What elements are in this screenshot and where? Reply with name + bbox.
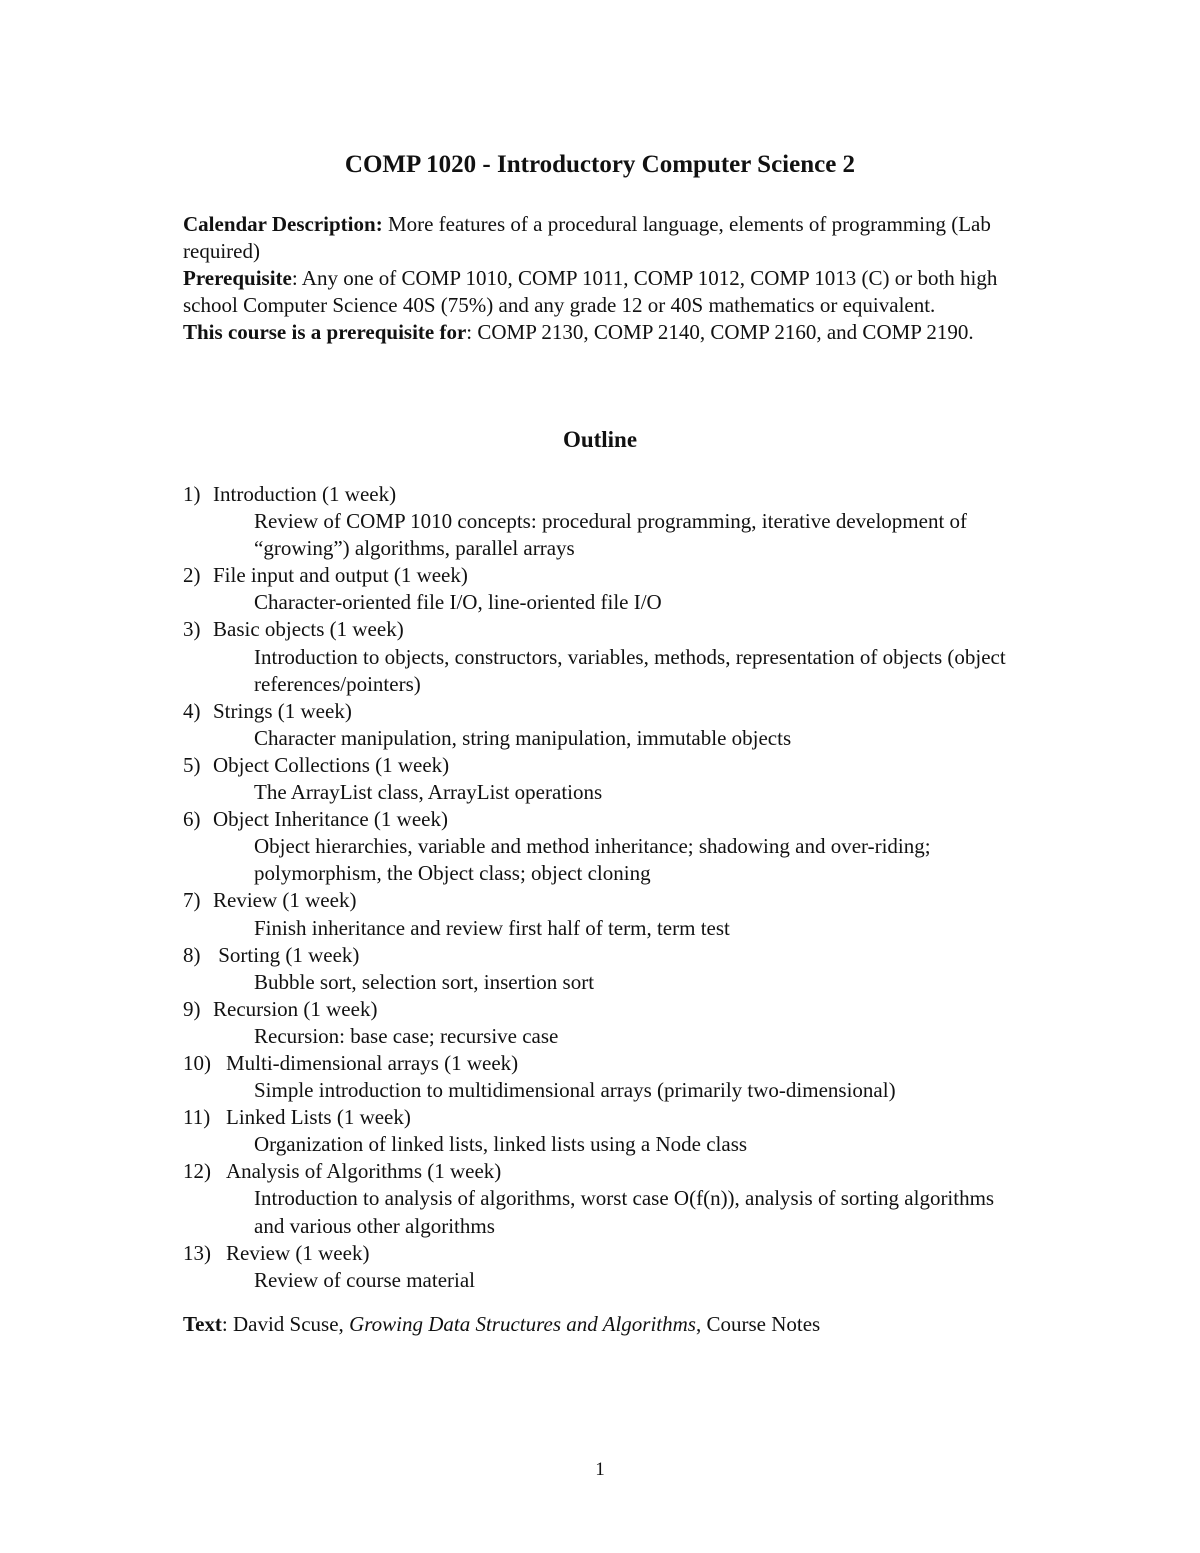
outline-item-topic: File input and output (1 week): [213, 563, 468, 588]
textbook-reference: [183, 1311, 1028, 1338]
outline-item: [183, 1240, 1028, 1294]
outline-item-topic: Object Collections (1 week): [213, 752, 450, 777]
outline-item: [183, 616, 1028, 697]
course-description: [183, 211, 1028, 346]
outline-item-number: 4): [183, 698, 201, 723]
outline-item: [183, 1158, 1028, 1239]
outline-item: [183, 1050, 1028, 1104]
prerequisite-label: Prerequisite: [183, 266, 292, 290]
outline-item-number: 8): [183, 942, 201, 967]
outline-item-topic: Introduction (1 week): [213, 482, 397, 506]
outline-item-detail: Introduction to objects, constructors, variables, methods, representation of objects (object references/pointers): [254, 644, 1006, 696]
outline-item: [183, 996, 1028, 1050]
outline-item-topic: Review (1 week): [213, 888, 357, 913]
textbook-suffix: , Course Notes: [695, 1312, 821, 1336]
prerequisite-for-label: This course is a prerequisite for: [183, 320, 467, 344]
outline-item-detail: Character-oriented file I/O, line-oriented file I/O: [254, 590, 662, 615]
outline-item-detail: Object hierarchies, variable and method inheritance; shadowing and over-riding; polymorphism, the Object class; object cloning: [254, 834, 931, 886]
outline-item-number: 11): [183, 1105, 211, 1130]
textbook-author: : David Scuse,: [221, 1312, 350, 1336]
page-number: 1: [595, 1459, 605, 1480]
textbook-label: Text: [183, 1312, 222, 1336]
outline-item-number: 10): [183, 1050, 211, 1075]
outline-item-detail: Character manipulation, string manipulation, immutable objects: [254, 725, 792, 750]
outline-item-topic: Linked Lists (1 week): [226, 1105, 411, 1130]
outline-heading: Outline: [562, 427, 638, 452]
prerequisite-text: : Any one of COMP 1010, COMP 1011, COMP 1012, COMP 1013 (C) or both high school Computer Science 40S (75%) and any grade 12 or 40S mathematics or equivalent.: [183, 266, 998, 317]
textbook-title: Growing Data Structures and Algorithms: [349, 1312, 696, 1336]
outline-item-number: 2): [183, 563, 201, 588]
outline-item-topic: Review (1 week): [226, 1240, 370, 1265]
outline-item-number: 6): [183, 807, 201, 832]
outline-item-detail: Recursion: base case; recursive case: [254, 1023, 559, 1048]
outline-item-topic: Recursion (1 week): [213, 996, 378, 1021]
outline-list: [183, 481, 1028, 1294]
outline-item-detail: Review of course material: [254, 1267, 475, 1292]
outline-item: [183, 481, 1028, 562]
outline-item-topic: Object Inheritance (1 week): [213, 807, 448, 832]
outline-item: [183, 806, 1028, 887]
outline-item: [183, 752, 1028, 806]
outline-item: [183, 562, 1028, 616]
outline-item-number: 12): [183, 1159, 211, 1184]
outline-item: [183, 698, 1028, 752]
prerequisite-for-text: : COMP 2130, COMP 2140, COMP 2160, and COMP 2190.: [466, 320, 974, 344]
outline-item-topic: Sorting (1 week): [213, 942, 360, 967]
prerequisite-for: [183, 319, 1028, 346]
outline-item-detail: Bubble sort, selection sort, insertion sort: [254, 969, 595, 994]
outline-item-topic: Strings (1 week): [213, 698, 352, 723]
outline-item-number: 3): [183, 617, 201, 642]
outline-item-number: 1): [183, 482, 201, 506]
prerequisite: [183, 265, 1028, 319]
outline-item: [183, 942, 1028, 996]
outline-item: [183, 887, 1028, 941]
outline-item-number: 7): [183, 888, 201, 913]
outline-item: [183, 1104, 1028, 1158]
outline-item-detail: Finish inheritance and review first half of term, term test: [254, 915, 730, 940]
outline-item-topic: Multi-dimensional arrays (1 week): [226, 1050, 519, 1075]
outline-item-detail: Introduction to analysis of algorithms, worst case O(f(n)), analysis of sorting algorithms and various other algorithms: [254, 1186, 995, 1238]
outline-item-detail: The ArrayList class, ArrayList operations: [254, 780, 603, 805]
outline-item-topic: Basic objects (1 week): [213, 617, 404, 642]
calendar-description: [183, 211, 1028, 265]
outline-item-detail: Review of COMP 1010 concepts: procedural programming, iterative development of “growing”) algorithms, parallel arrays: [254, 509, 968, 561]
calendar-description-text: More features of a procedural language, elements of programming (Lab required): [183, 212, 991, 263]
outline-item-detail: Organization of linked lists, linked lists using a Node class: [254, 1132, 748, 1157]
outline-item-number: 9): [183, 996, 201, 1021]
calendar-description-label: Calendar Description:: [183, 212, 383, 236]
outline-item-detail: Simple introduction to multidimensional arrays (primarily two-dimensional): [254, 1078, 896, 1103]
outline-item-number: 5): [183, 752, 201, 777]
outline-item-topic: Analysis of Algorithms (1 week): [226, 1159, 502, 1184]
outline-item-number: 13): [183, 1240, 211, 1265]
course-title: COMP 1020 - Introductory Computer Science 2: [344, 151, 856, 178]
